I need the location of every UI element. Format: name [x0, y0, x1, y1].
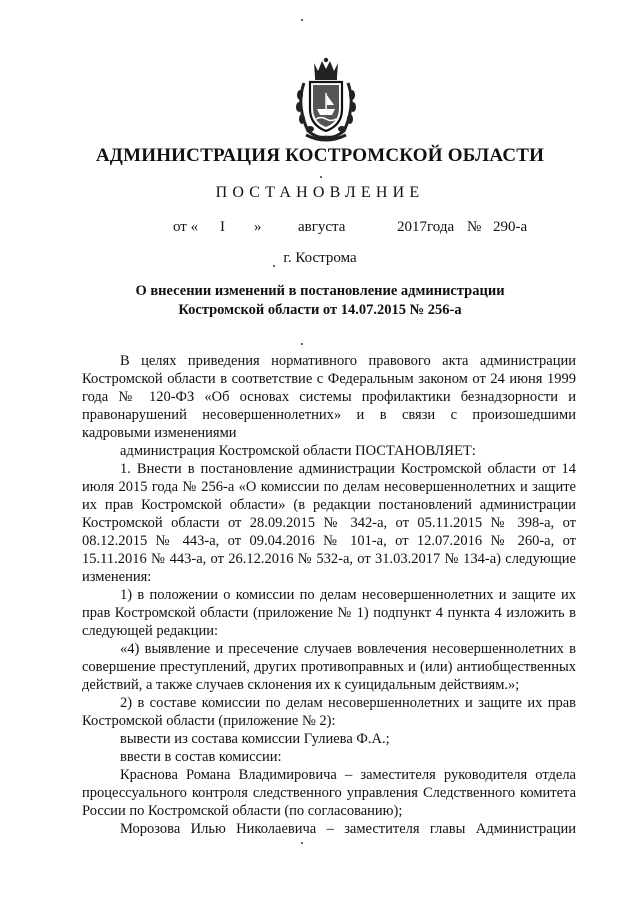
paragraph-subitem-1: 1) в положении о комиссии по делам несовершеннолетних и защите их прав Костромской области (приложение № 1) подпункт 4 пункта 4 изложить в следующей редакции:: [82, 587, 576, 639]
scan-speck: [301, 343, 303, 345]
document-number: 290-а: [493, 219, 528, 235]
number-label: №: [467, 219, 482, 235]
paragraph-remove-member: вывести из состава комиссии Гулиева Ф.А.;: [120, 731, 390, 747]
city-name: г. Кострома: [283, 250, 357, 266]
scan-speck: [301, 19, 303, 21]
paragraph-preamble: В целях приведения нормативного правового акта администрации Костромской области в соответствие с Федеральным законом от 24 июня 1999 года № 120-ФЗ «Об основах системы профилактики безнадзорности и правонарушений несовершеннолетних» и в связи с произошедшими кадровыми изменениями: [82, 353, 576, 441]
organization-name: АДМИНИСТРАЦИЯ КОСТРОМСКОЙ ОБЛАСТИ: [95, 145, 545, 166]
date-prefix: от «: [173, 219, 199, 235]
paragraph-member-morozov: Морозова Илью Николаевича – заместителя главы Администрации: [120, 821, 576, 837]
document-type: ПОСТАНОВЛЕНИЕ: [215, 184, 425, 201]
paragraph-add-members: ввести в состав комиссии:: [120, 749, 282, 765]
paragraph-subitem-2: 2) в составе комиссии по делам несовершеннолетних и защите их прав Костромской области (приложение № 2):: [82, 695, 576, 729]
date-close-quote: »: [254, 219, 262, 235]
paragraph-quoted-text: «4) выявление и пресечение случаев вовлечения несовершеннолетних в совершение преступлений, других противоправных и (или) антиобщественных действий, а также случаев склонения их к суицидальным действиям.»;: [82, 641, 576, 693]
scan-speck: [320, 176, 322, 178]
date-year: 2017года: [397, 219, 455, 235]
title-line-1: О внесении изменений в постановление администрации: [135, 283, 505, 299]
scan-speck: [301, 842, 303, 844]
paragraph-item-1: 1. Внести в постановление администрации Костромской области от 14 июля 2015 года № 256-а «О комиссии по делам несовершеннолетних и защите их прав Костромской области» (в редакции постановлений администрации Костромской области от 28.09.2015 № 342-а, от 05.11.2015 № 398-а, от 08.12.2015 № 443-а, от 09.04.2016 № 101-а, от 12.07.2016 № 260-а, от 15.11.2016 № 443-а, от 26.12.2016 № 532-а, от 31.03.2017 № 134-а) следующие изменения:: [82, 461, 576, 585]
coat-of-arms-emblem: [290, 57, 362, 143]
title-line-2: Костромской области от 14.07.2015 № 256-а: [178, 302, 462, 318]
document-body: [82, 352, 576, 838]
scan-speck: [273, 265, 275, 267]
document-title: [100, 282, 540, 320]
paragraph-member-krasnov: Краснова Романа Владимировича – заместителя руководителя отдела процессуального контроля следственного управления Следственного комитета России по Костромской области (по согласованию);: [82, 767, 576, 819]
date-day: I: [220, 219, 225, 235]
date-month: августа: [298, 219, 346, 235]
paragraph-resolves: администрация Костромской области ПОСТАНОВЛЯЕТ:: [120, 443, 476, 459]
